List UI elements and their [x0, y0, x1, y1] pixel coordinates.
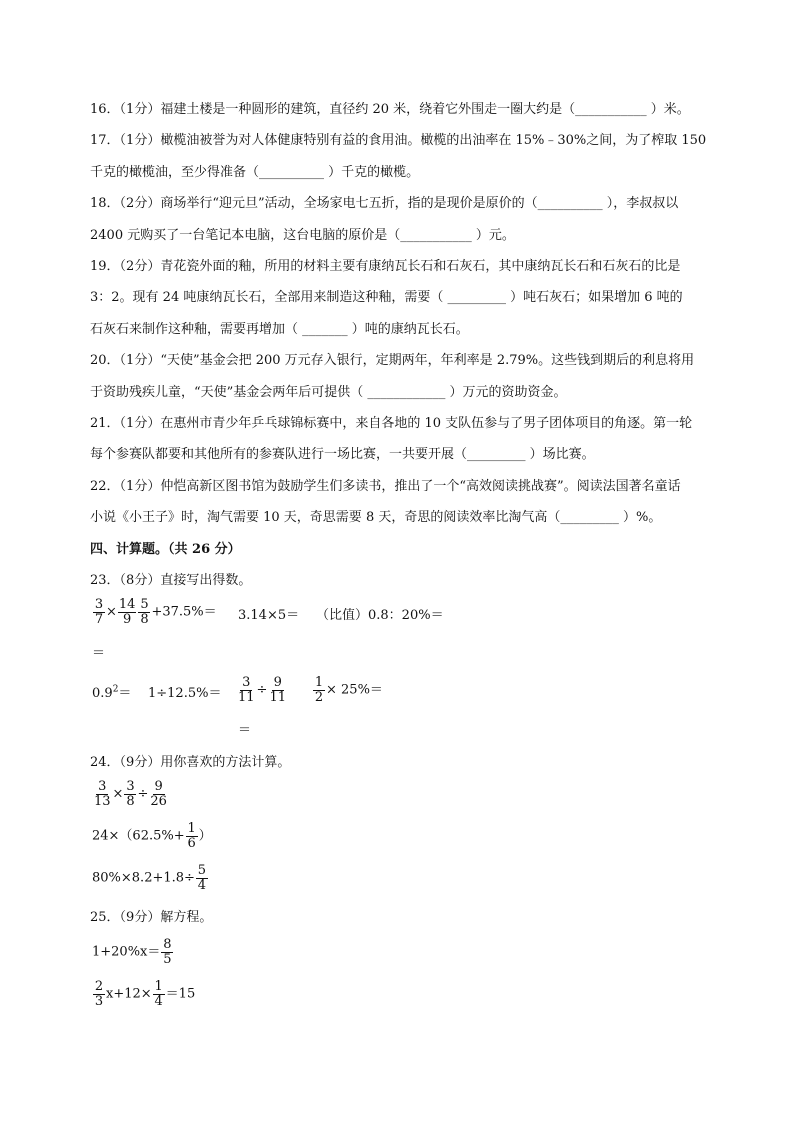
fraction: $\frac{3}{8}$ [126, 779, 135, 809]
fraction: $\frac{5}{8}$ [140, 597, 149, 627]
q24-expression-3: 80%×8.2+1.8÷ $\frac{5}{4}$ [92, 863, 207, 893]
question-22-line-2: 小说《小王子》时，淘气需要 10 天，奇思需要 8 天，奇思的阅读效率比淘气高（_________ ）%。 [90, 510, 662, 525]
q23-expression-6: $\frac{3}{11}$ ÷ $\frac{9}{11}$ [238, 675, 286, 705]
fraction: $\frac{1}{4}$ [154, 979, 163, 1009]
fraction: $\frac{1}{6}$ [187, 821, 196, 851]
question-16: 16．（1分）福建土楼是一种圆形的建筑，直径约 20 米，绕着它外围走一圈大约是（___________ ）米。 [90, 102, 690, 117]
fraction: $\frac{2}{3}$ [94, 979, 104, 1009]
question-19-line-3: 石灰石来制作这种釉，需要再增加（ _______ ）吨的康纳瓦长石。 [90, 322, 469, 337]
q23-expression-1: $\frac{3}{7}$ × $\frac{14}{9}$ $\frac{5}{8}$ +37.5%＝ [94, 597, 217, 627]
q23-expression-7: $\frac{1}{2}$ × 25%＝ [314, 675, 383, 705]
question-21-line-1: 21．（1分）在惠州市青少年乒乓球锦标赛中，来自各地的 10 支队伍参与了男子团体项目的角逐。第一轮 [90, 416, 693, 431]
fraction: $\frac{9}{11}$ [269, 675, 286, 705]
question-20-line-1: 20．（1分）“天使”基金会把 200 万元存入银行，定期两年，年利率是 2.79%。这些钱到期后的利息将用 [90, 353, 695, 368]
q23-expression-4: $0.9^2=$ [92, 684, 132, 701]
question-18-line-1: 18．（2分）商场举行“迎元旦”活动，全场家电七五折，指的是现价是原价的（__________ ），李叔叔以 [90, 196, 679, 211]
q23-expression-5: 1÷12.5%＝ [148, 686, 222, 701]
question-24-title: 24．（9分）用你喜欢的方法计算。 [90, 755, 291, 770]
question-20-line-2: 于资助残疾儿童，“天使”基金会两年后可提供（ ____________ ）万元的资助资金。 [90, 385, 567, 400]
question-18-line-2: 2400 元购买了一台笔记本电脑，这台电脑的原价是（___________ ）元。 [90, 228, 515, 243]
question-17-line-2: 千克的橄榄油，至少得准备（__________ ）千克的橄榄。 [90, 165, 420, 180]
question-19-line-2: 3：2。现有 24 吨康纳瓦长石，全部用来制造这种釉，需要（ _________ ）吨石灰石；如果增加 6 吨的 [90, 290, 683, 305]
question-23-title: 23．（8分）直接写出得数。 [90, 573, 252, 588]
q23-expression-2: 3.14×5＝ [238, 608, 300, 623]
q23-expression-3: （比值）0.8：20%＝ [316, 608, 444, 623]
fraction: $\frac{1}{2}$ [314, 675, 324, 705]
question-21-line-2: 每个参赛队都要和其他所有的参赛队进行一场比赛，一共要开展（_________ ）场比赛。 [90, 447, 595, 462]
question-22-line-1: 22．（1分）仲恺高新区图书馆为鼓励学生们多读书，推出了一个“高效阅读挑战赛”。阅读法国著名童话 [90, 479, 681, 494]
q25-equation-2: $\frac{2}{3}$ x+12× $\frac{1}{4}$ ＝15 [94, 979, 196, 1009]
fraction: $\frac{5}{4}$ [197, 863, 207, 893]
section-heading: 四、计算题。（共 26 分） [90, 542, 241, 557]
q24-expression-2: 24×（62.5%+ $\frac{1}{6}$ ） [92, 821, 212, 851]
question-25-title: 25．（9分）解方程。 [90, 910, 213, 925]
question-17-line-1: 17．（1分）橄榄油被誉为对人体健康特别有益的食用油。橄榄的出油率在 15%﹣30%之间，为了榨取 150 [90, 133, 707, 148]
question-19-line-1: 19．（2分）青花瓷外面的釉，所用的材料主要有康纳瓦长石和石灰石，其中康纳瓦长石和石灰石的比是 [90, 259, 681, 274]
q24-expression-1: $\frac{3}{13}$ × $\frac{3}{8}$ ÷ $\frac{9}{26}$ [94, 779, 167, 809]
fraction: $\frac{3}{7}$ [94, 597, 104, 627]
fraction: $\frac{3}{13}$ [94, 779, 111, 809]
q23-expression-1-equals: ＝ [92, 646, 106, 661]
fraction: $\frac{3}{11}$ [238, 675, 255, 705]
fraction: $\frac{9}{26}$ [150, 779, 167, 809]
fraction: $\frac{14}{9}$ [118, 597, 136, 627]
fraction: $\frac{8}{5}$ [163, 937, 172, 967]
q25-equation-1: 1+20%x＝ $\frac{8}{5}$ [92, 937, 172, 967]
q23-expression-6-equals: ＝ [238, 723, 252, 738]
